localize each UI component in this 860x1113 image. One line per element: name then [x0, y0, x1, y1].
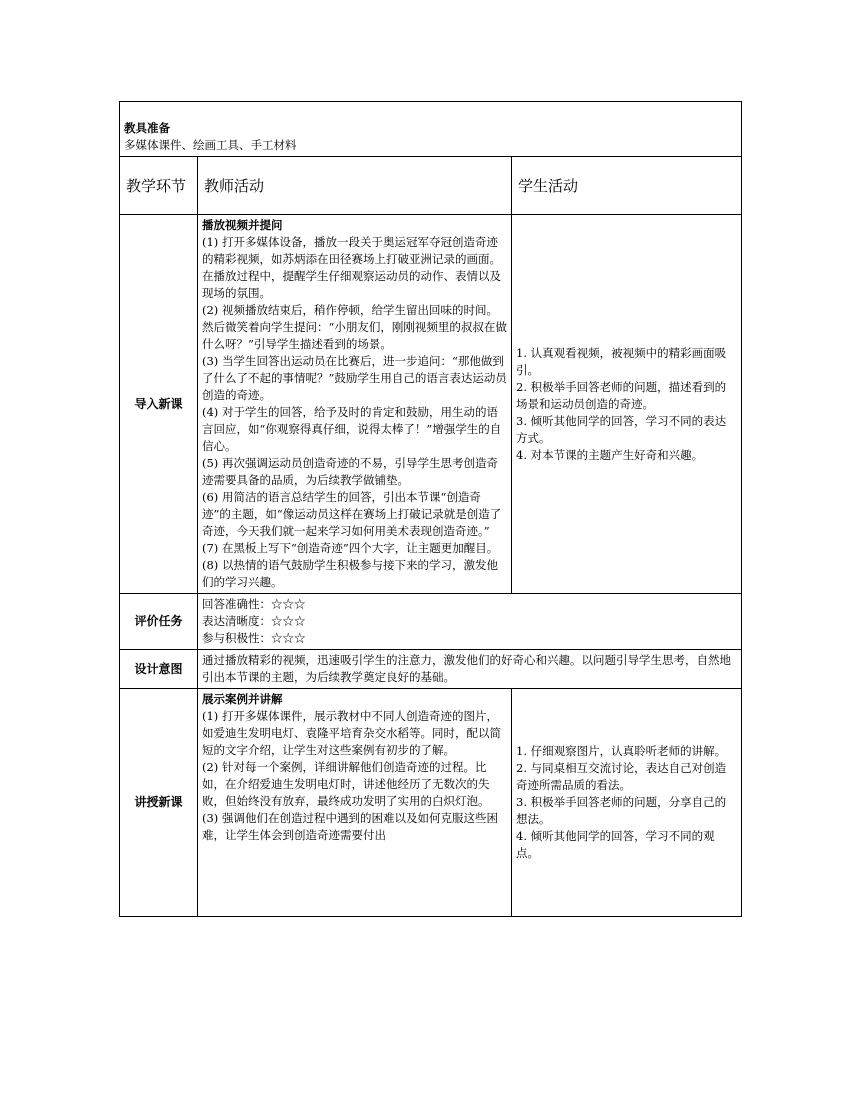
- intro-teacher-item: (1) 打开多媒体设备，播放一段关于奥运冠军夺冠创造奇迹的精彩视频，如苏炳添在田径赛场上打破亚洲记录的画面。在播放过程中，提醒学生仔细观察运动员的动作、表情以及现场的氛围。: [202, 235, 501, 300]
- evaluation-row: [120, 594, 742, 650]
- lecture-label: 讲授新课: [120, 689, 198, 917]
- design-row: [120, 650, 742, 689]
- lecture-teacher-item: (1) 打开多媒体课件，展示教材中不同人创造奇迹的图片，如爱迪生发明电灯、袁隆平培育杂交水稻等。同时，配以简短的文字介绍，让学生对这些案例有初步的了解。: [202, 709, 501, 757]
- intro-teacher-item: (3) 当学生回答出运动员在比赛后，进一步追问：“那他做到了什么了不起的事情呢？”鼓励学生用自己的语言表达运动员创造的奇迹。: [202, 354, 507, 402]
- lecture-student-item: 2. 与同桌相互交流讨论，表达自己对创造奇迹所需品质的看法。: [516, 761, 727, 792]
- intro-student-item: 4. 对本节课的主题产生好奇和兴趣。: [516, 447, 704, 462]
- lecture-teacher-cell: [198, 689, 512, 917]
- prep-title: 教具准备: [124, 121, 170, 135]
- intro-label: 导入新课: [120, 215, 198, 594]
- lecture-student-cell: [512, 689, 742, 917]
- header-student: 学生活动: [512, 157, 742, 215]
- lecture-teacher-item: (3) 强调他们在创造过程中遇到的困难以及如何克服这些困难，让学生体会到创造奇迹需要付出: [202, 811, 498, 842]
- prep-content: 多媒体课件、绘画工具、手工材料: [124, 138, 297, 152]
- evaluation-item: 回答准确性：☆☆☆: [202, 597, 306, 611]
- lecture-student-item: 3. 积极举手回答老师的问题，分享自己的想法。: [516, 795, 727, 826]
- intro-teacher-item: (5) 再次强调运动员创造奇迹的不易，引导学生思考创造奇迹需要具备的品质，为后续教学做铺垫。: [202, 456, 498, 487]
- intro-teacher-item: (7) 在黑板上写下“创造奇迹”四个大字，让主题更加醒目。: [202, 541, 499, 555]
- intro-teacher-item: (2) 视频播放结束后，稍作停顿，给学生留出回味的时间。然后微笑着向学生提问：“小朋友们，刚刚视频里的叔叔在做什么呀？”引导学生描述看到的场景。: [202, 303, 507, 351]
- lecture-teacher-item: (2) 针对每一个案例，详细讲解他们创造奇迹的过程。比如，在介绍爱迪生发明电灯时，讲述他经历了无数次的失败，但始终没有放弃，最终成功发明了实用的白炽灯泡。: [202, 760, 490, 808]
- prep-cell: [120, 102, 742, 157]
- intro-student-item: 1. 认真观看视频，被视频中的精彩画面吸引。: [516, 345, 727, 377]
- header-teacher: 教师活动: [198, 157, 512, 215]
- intro-teacher-item: (8) 以热情的语气鼓励学生积极参与接下来的学习，激发他们的学习兴趣。: [202, 558, 498, 589]
- design-label: 设计意图: [120, 650, 198, 689]
- evaluation-label: 评价任务: [120, 594, 198, 650]
- lecture-row: [120, 689, 742, 917]
- intro-teacher-item: (6) 用简洁的语言总结学生的回答，引出本节课“创造奇迹”的主题，如“像运动员这样在赛场上打破记录就是创造了奇迹，今天我们就一起来学习如何用美术表现创造奇迹。”: [202, 490, 502, 538]
- intro-student-item: 2. 积极举手回答老师的问题，描述看到的场景和运动员创造的奇迹。: [516, 379, 727, 411]
- intro-teacher-cell: [198, 215, 512, 594]
- evaluation-item: 参与积极性：☆☆☆: [202, 631, 306, 645]
- header-section: 教学环节: [120, 157, 198, 215]
- intro-student-cell: [512, 215, 742, 594]
- intro-student-item: 3. 倾听其他同学的回答，学习不同的表达方式。: [516, 413, 727, 445]
- lecture-student-item: 1. 仔细观察图片，认真聆听老师的讲解。: [516, 744, 727, 758]
- evaluation-cell: [198, 594, 742, 650]
- lesson-plan-page: [119, 101, 741, 917]
- lecture-teacher-title: 展示案例并讲解: [202, 692, 283, 706]
- design-content: 通过播放精彩的视频，迅速吸引学生的注意力，激发他们的好奇心和兴趣。以问题引导学生思考，自然地引出本节课的主题，为后续教学奠定良好的基础。: [198, 650, 742, 689]
- lesson-plan-table: [119, 101, 742, 917]
- lecture-student-item: 4. 倾听其他同学的回答，学习不同的观点。: [516, 829, 715, 860]
- prep-row: [120, 102, 742, 157]
- intro-teacher-item: (4) 对于学生的回答，给予及时的肯定和鼓励，用生动的语言回应，如“你观察得真仔细，说得太棒了！”增强学生的自信心。: [202, 405, 502, 453]
- evaluation-item: 表达清晰度：☆☆☆: [202, 614, 306, 628]
- header-row: [120, 157, 742, 215]
- intro-row: [120, 215, 742, 594]
- intro-teacher-title: 播放视频并提问: [202, 218, 283, 232]
